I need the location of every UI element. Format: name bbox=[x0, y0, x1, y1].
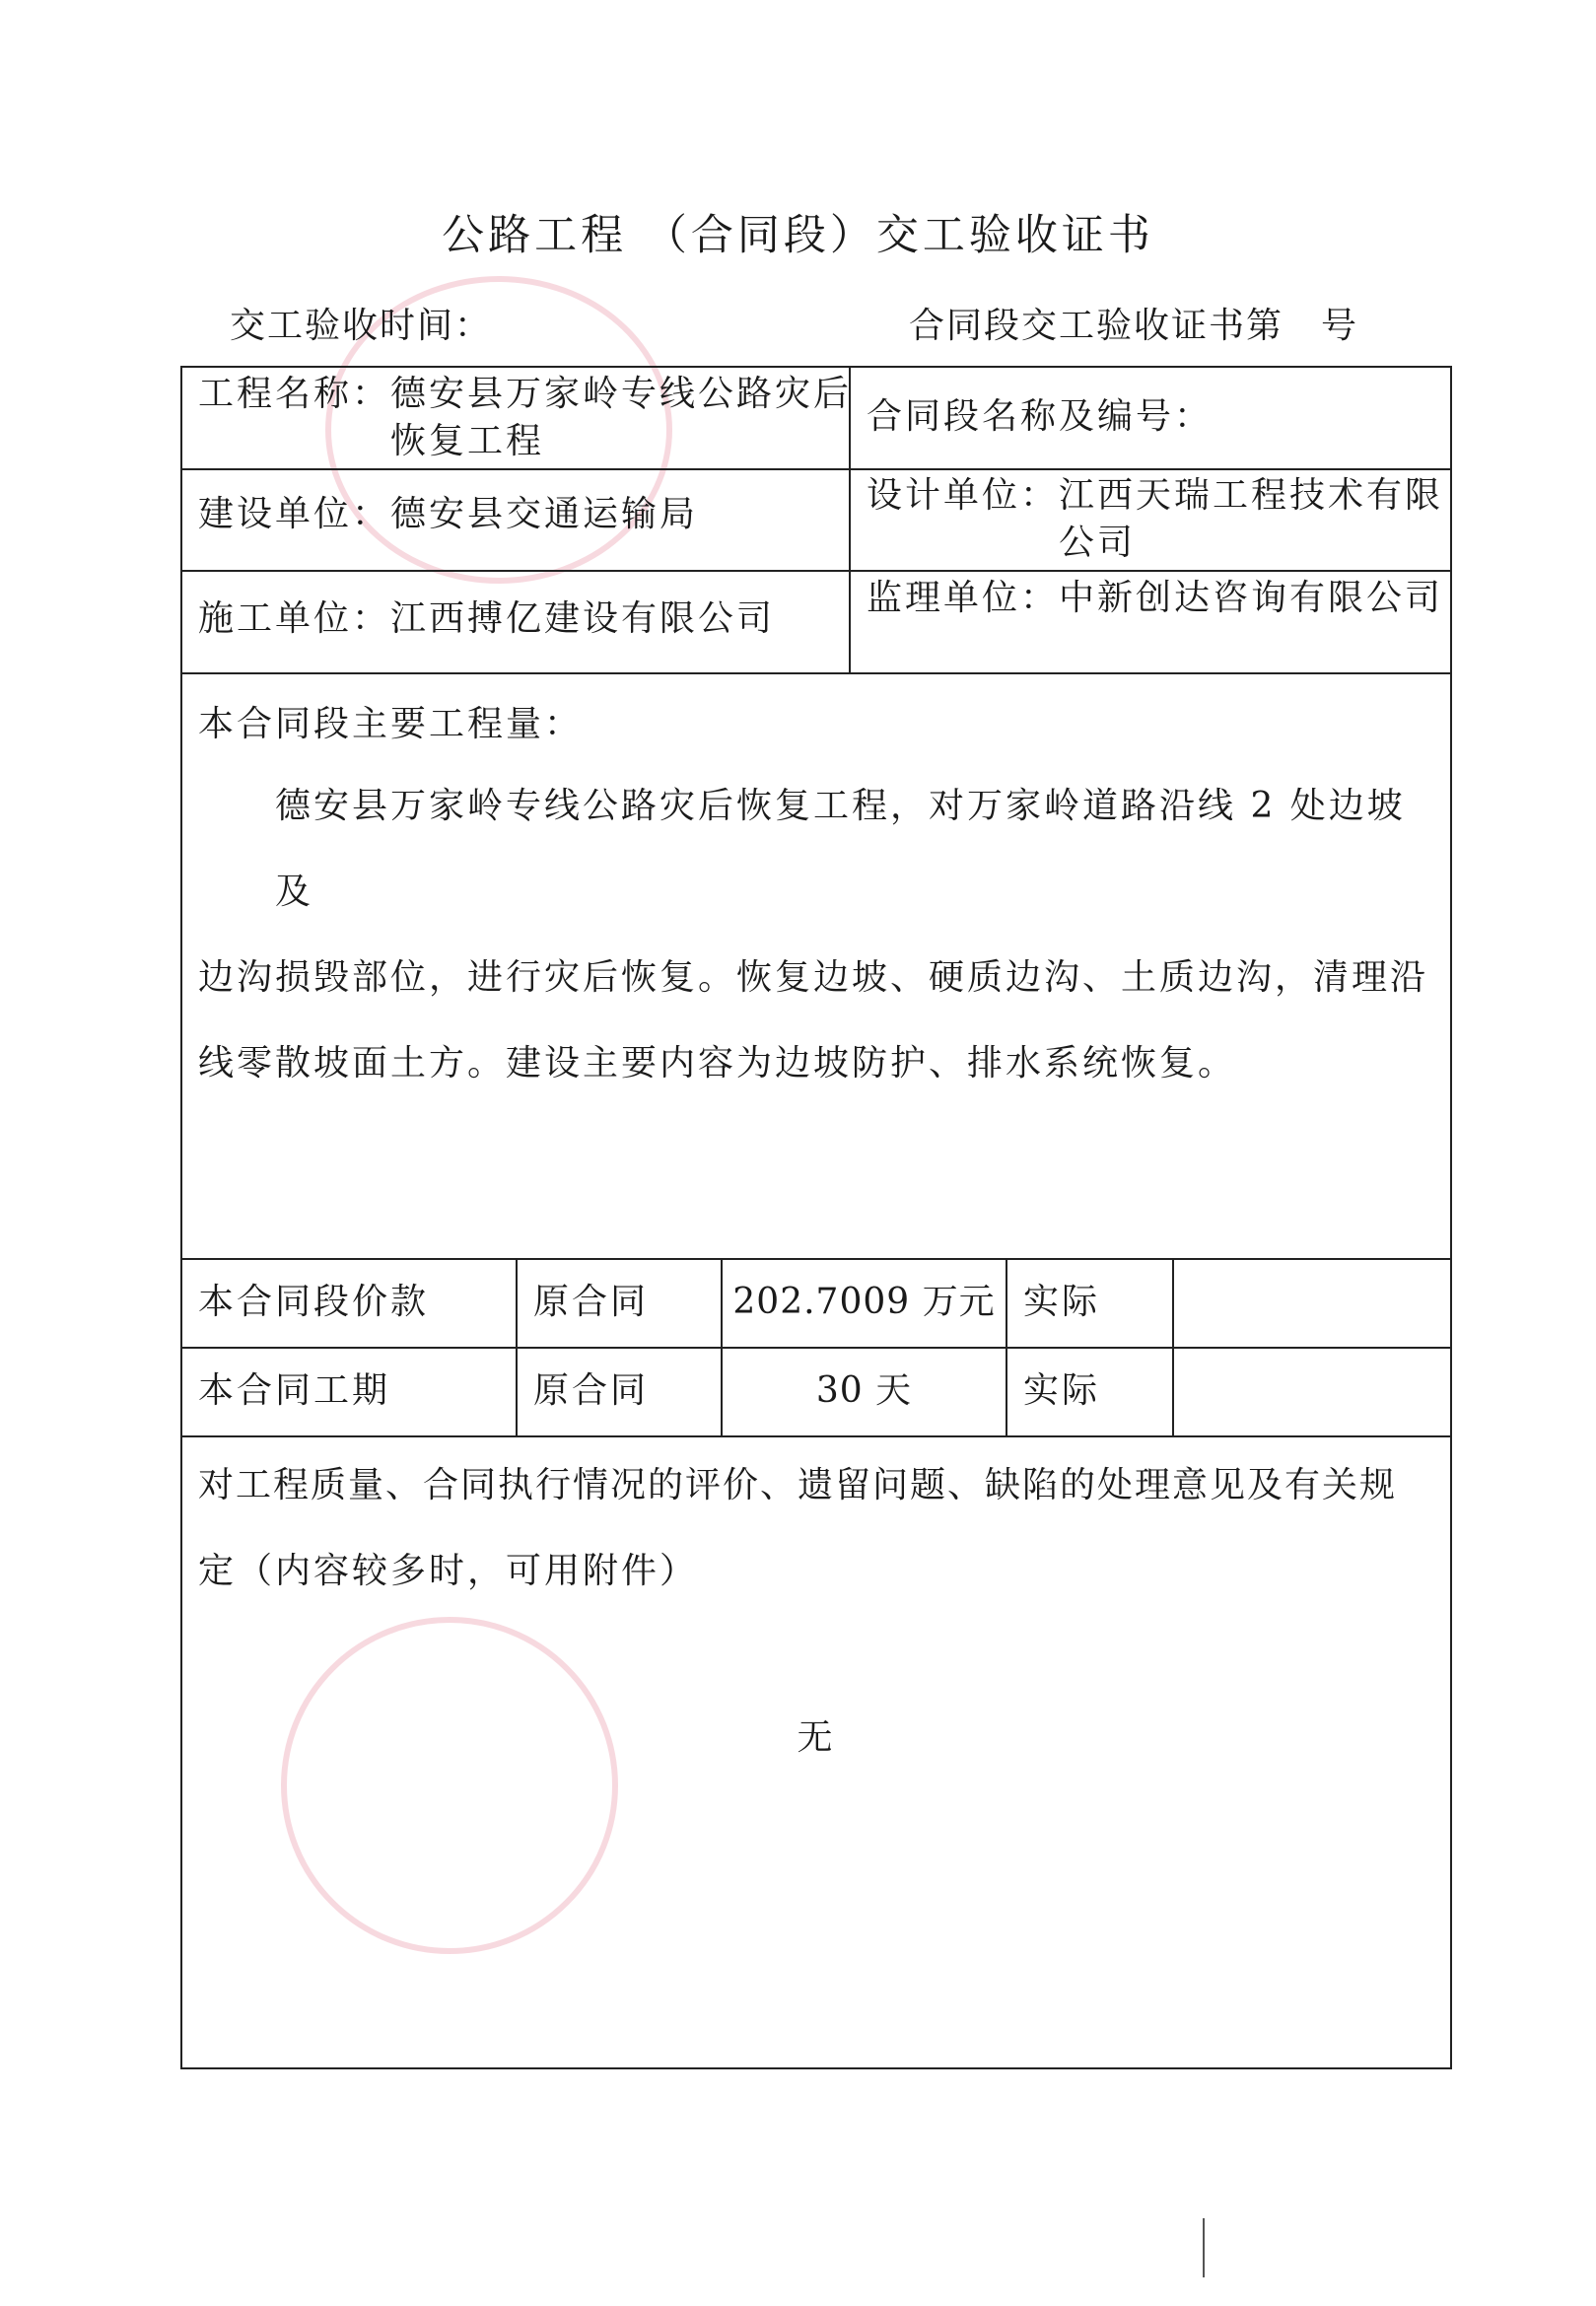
page-title: 公路工程 （合同段）交工验收证书 bbox=[442, 211, 1154, 260]
duration-label: 本合同工期 bbox=[198, 1370, 391, 1411]
design-cell bbox=[867, 472, 1443, 567]
row-divider bbox=[182, 1347, 1450, 1349]
project-name-cell bbox=[198, 371, 852, 465]
project-name-value: 德安县万家岭专线公路灾后 bbox=[390, 374, 853, 414]
column-divider bbox=[1172, 1258, 1174, 1435]
price-label: 本合同段价款 bbox=[198, 1282, 430, 1322]
duration-original-label: 原合同 bbox=[533, 1370, 650, 1411]
certificate-table bbox=[180, 366, 1452, 2069]
price-original-value: 202.7009 万元 bbox=[732, 1282, 996, 1322]
duration-actual-label: 实际 bbox=[1023, 1370, 1101, 1411]
owner-label: 建设单位： bbox=[198, 494, 391, 534]
evaluation-heading-line: 定（内容较多时，可用附件） bbox=[198, 1551, 699, 1591]
quantities-heading: 本合同段主要工程量： bbox=[198, 704, 584, 744]
column-divider bbox=[516, 1258, 518, 1435]
row-divider bbox=[182, 672, 1450, 674]
supervisor-value: 中新创达咨询有限公司 bbox=[1059, 578, 1444, 618]
owner-value: 德安县交通运输局 bbox=[390, 494, 699, 534]
column-divider bbox=[1006, 1258, 1007, 1435]
evaluation-value: 无 bbox=[797, 1717, 836, 1758]
owner-cell bbox=[198, 491, 698, 538]
design-label: 设计单位： bbox=[867, 475, 1060, 516]
contractor-cell bbox=[198, 595, 775, 643]
evaluation-heading-line: 对工程质量、合同执行情况的评价、遗留问题、缺陷的处理意见及有关规 bbox=[198, 1465, 1398, 1505]
project-name-value-cont: 恢复工程 bbox=[390, 421, 545, 461]
row-divider bbox=[182, 468, 1450, 470]
certificate-number-label: 合同段交工验收证书第 号 bbox=[909, 306, 1359, 346]
supervisor-cell bbox=[867, 575, 1443, 622]
row-divider bbox=[182, 570, 1450, 572]
evaluation-heading bbox=[198, 1442, 1442, 1614]
design-value: 江西天瑞工程技术有限 bbox=[1059, 475, 1444, 516]
quantities-line: 德安县万家岭专线公路灾后恢复工程，对万家岭道路沿线 2 处边坡及 bbox=[275, 786, 1406, 912]
scan-mark bbox=[1203, 2218, 1205, 2277]
quantities-line: 边沟损毁部位，进行灾后恢复。恢复边坡、硬质边沟、土质边沟，清理沿 bbox=[198, 957, 1429, 998]
supervisor-label: 监理单位： bbox=[867, 578, 1060, 618]
price-original-label: 原合同 bbox=[533, 1282, 650, 1322]
section-name-label: 合同段名称及编号： bbox=[867, 396, 1214, 437]
contractor-label: 施工单位： bbox=[198, 598, 391, 639]
quantities-text bbox=[198, 763, 1440, 1106]
design-value-cont: 公司 bbox=[1059, 523, 1137, 563]
row-divider bbox=[182, 1435, 1450, 1437]
quantities-line: 线零散坡面土方。建设主要内容为边坡防护、排水系统恢复。 bbox=[198, 1043, 1237, 1083]
contractor-value: 江西搏亿建设有限公司 bbox=[390, 598, 776, 639]
acceptance-time-label: 交工验收时间： bbox=[230, 306, 493, 346]
price-actual-label: 实际 bbox=[1023, 1282, 1101, 1322]
duration-original-value: 30 天 bbox=[815, 1370, 913, 1411]
project-name-label: 工程名称： bbox=[198, 374, 391, 414]
row-divider bbox=[182, 1258, 1450, 1260]
